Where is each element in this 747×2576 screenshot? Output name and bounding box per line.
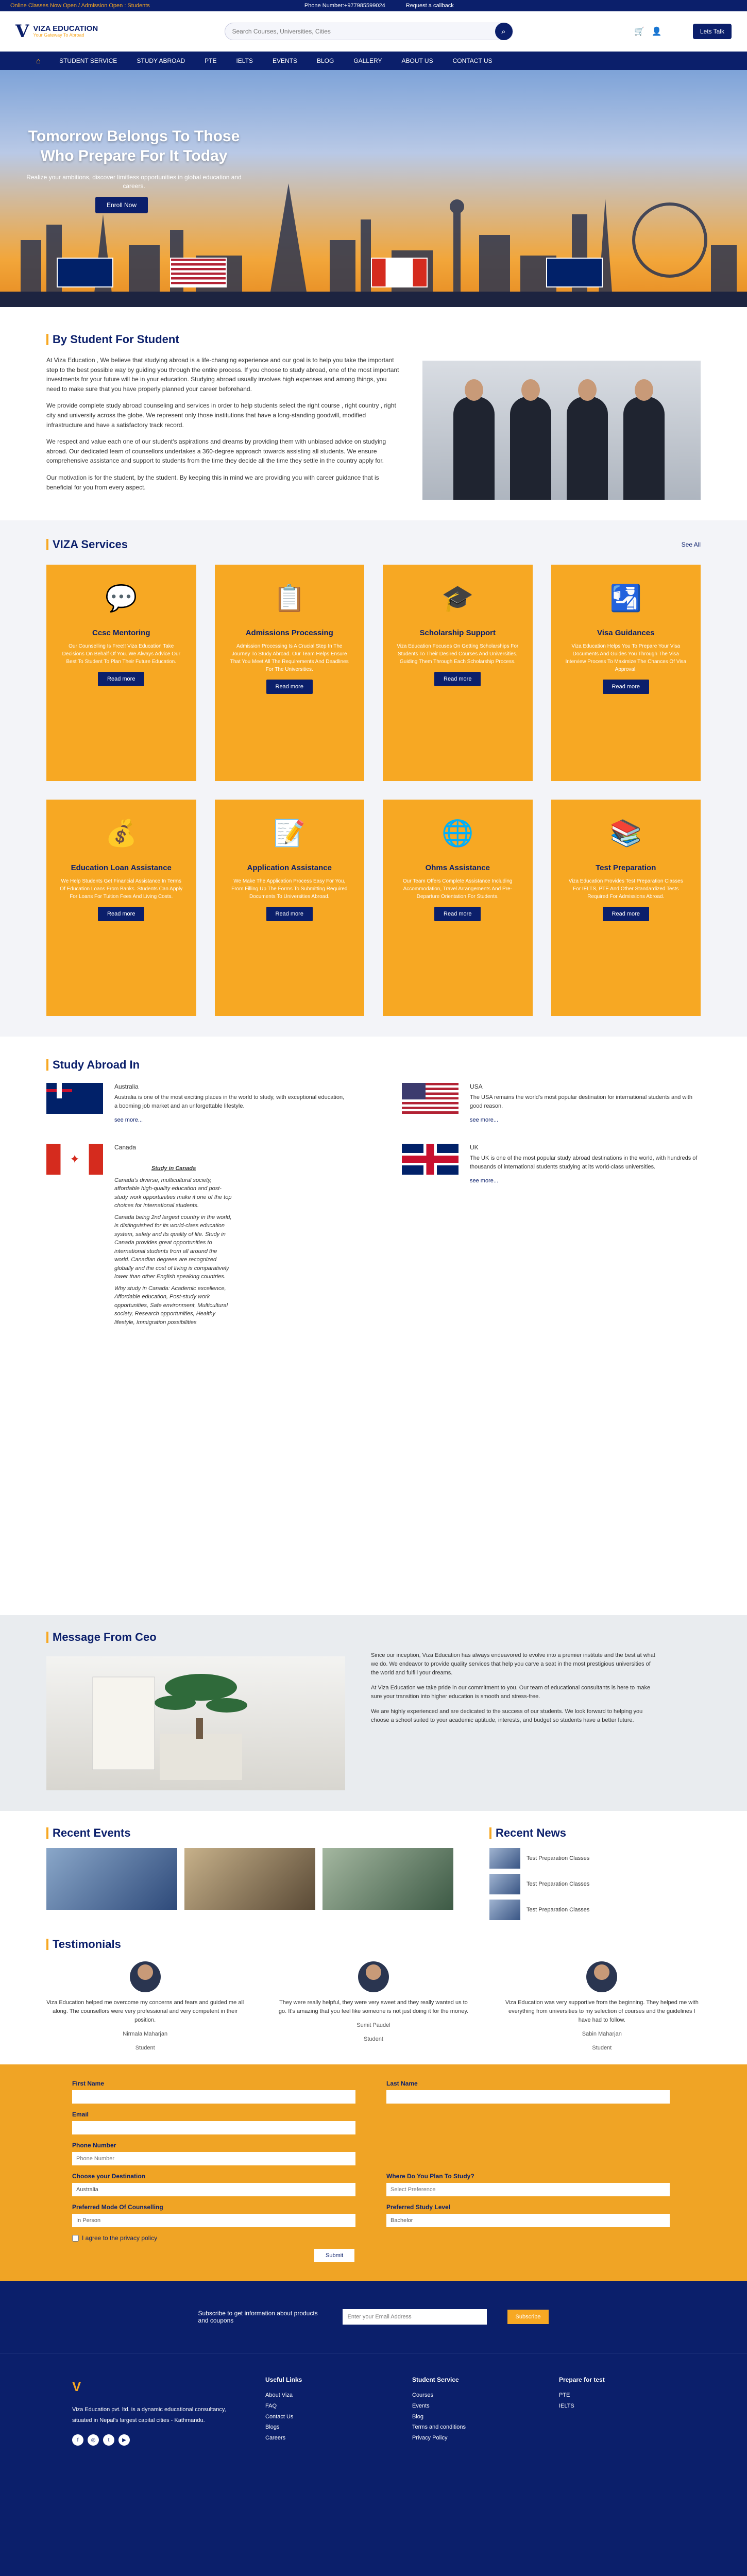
home-icon[interactable]: ⌂	[36, 56, 41, 65]
first-name-label: First Name	[72, 2080, 105, 2087]
plan-select[interactable]	[386, 2183, 670, 2196]
canada-heading: Study in Canada	[151, 1165, 196, 1172]
ceo-section	[0, 1615, 747, 1811]
see-more-link[interactable]: see more...	[114, 1117, 143, 1123]
abroad-title: Study Abroad In	[46, 1058, 701, 1072]
plan-label: Where Do You Plan To Study?	[386, 2173, 474, 2180]
about-text	[46, 331, 402, 500]
nav-student-service[interactable]: STUDENT SERVICE	[59, 57, 117, 64]
about-paragraph: Our motivation is for the student, by the student. By keeping this in mind we are providing you with career guidance that is beneficial for you from every aspect.	[46, 474, 379, 491]
mode-label: Preferred Mode Of Counselling	[72, 2204, 163, 2211]
nav-pte[interactable]: PTE	[205, 57, 217, 64]
footer-link[interactable]: Blog	[412, 2413, 424, 2420]
footer-link[interactable]: Contact Us	[265, 2413, 294, 2420]
avatar	[358, 1961, 389, 1992]
ceo-paragraph: We are highly experienced and are dedicated to the success of our students. We look forward to helping you choose a school suited to your academic aptitude, interests, and budget so students have a better future.	[371, 1708, 643, 1724]
nav-contact-us[interactable]: CONTACT US	[452, 57, 493, 64]
team-photo	[422, 361, 701, 500]
topbar	[0, 0, 747, 11]
country-desc: Australia is one of the most exciting places in the world to study, with exceptional education, a booming job market and an unforgettable lifestyle.	[114, 1094, 345, 1109]
twitter-icon[interactable]: t	[103, 2434, 114, 2446]
service-text: Our Team Offers Complete Assistance Including Accommodation, Travel Arrangements And Pre-Departure Orientation For Students.	[402, 878, 513, 900]
nav-gallery[interactable]: GALLERY	[353, 57, 382, 64]
read-more-button[interactable]: Read more	[434, 672, 481, 686]
service-text: Viza Education Helps You To Prepare Your Visa Documents And Guides You Through The Visa Interview Process To Maximize The Chances Of Visa Approval.	[565, 643, 687, 672]
footer	[0, 2353, 747, 2576]
footer-link[interactable]: Privacy Policy	[412, 2435, 448, 2442]
country-name: UK	[470, 1144, 479, 1151]
news-thumb	[489, 1848, 520, 1869]
ceo-image	[46, 1656, 345, 1790]
mode-select[interactable]	[72, 2214, 355, 2227]
service-title: Ohms Assistance	[425, 863, 490, 872]
service-card	[215, 800, 365, 1016]
header	[0, 11, 747, 52]
read-more-button[interactable]: Read more	[266, 907, 313, 921]
service-title: Application Assistance	[247, 863, 332, 872]
study-abroad-section	[0, 1058, 747, 1327]
avatar	[130, 1961, 161, 1992]
service-title: Admissions Processing	[245, 629, 333, 637]
avatar	[586, 1961, 617, 1992]
services-title: VIZA Services	[46, 538, 128, 551]
admission-icon: 📋	[273, 583, 305, 613]
level-label: Preferred Study Level	[386, 2204, 451, 2211]
email-field[interactable]	[72, 2121, 355, 2134]
level-select[interactable]	[386, 2214, 670, 2227]
hero-banner	[0, 70, 747, 307]
testimonial-card	[275, 1961, 472, 2053]
phone-label: Phone Number	[72, 2142, 116, 2149]
ceo-paragraph: Since our inception, Viza Education has always endeavored to evolve into a premier institute and the best at what we do. We endeavor to provide quality services that help you carve a seat in the most prestigious universities of the world and fulfill your dreams.	[371, 1652, 655, 1676]
search-bar	[225, 23, 513, 40]
event-image[interactable]	[322, 1848, 453, 1910]
news-thumb	[489, 1874, 520, 1894]
news-item[interactable]	[489, 1874, 701, 1894]
footer-link[interactable]: Courses	[412, 2392, 433, 2398]
australia-flag	[57, 258, 113, 287]
assistance-icon: 🌐	[442, 818, 474, 848]
footer-links-title: Useful Links	[265, 2376, 302, 2383]
callback-link[interactable]: Request a callback	[405, 3, 454, 9]
last-name-label: Last Name	[386, 2080, 418, 2087]
loan-icon: 💰	[105, 818, 138, 848]
read-more-button[interactable]: Read more	[266, 680, 313, 694]
youtube-icon[interactable]: ▶	[118, 2434, 130, 2446]
uk-flag	[546, 258, 603, 287]
canada-article	[114, 1164, 233, 1327]
newsletter-section	[0, 2281, 747, 2353]
subscribe-button[interactable]: Subscribe	[507, 2310, 549, 2324]
canada-desc: Canada's diverse, multicultural society, affordable high-quality education and post-study work opportunities make it one of the top choices for international students.	[114, 1177, 232, 1209]
test-prep-icon: 📚	[609, 818, 642, 848]
instagram-icon[interactable]: ◎	[88, 2434, 99, 2446]
hero-cta-button[interactable]: Enroll Now	[95, 197, 148, 213]
testimonial-card	[46, 1961, 244, 2053]
agree-checkbox[interactable]	[72, 2235, 79, 2242]
header-icons	[634, 26, 662, 37]
news-item[interactable]	[489, 1848, 701, 1869]
visa-icon: 🛂	[609, 583, 642, 613]
ceo-title: Message From Ceo	[46, 1631, 701, 1644]
read-more-button[interactable]: Read more	[434, 907, 481, 921]
service-text: We Make The Application Process Easy For You, From Filling Up The Forms To Submitting Required Documents To Universities Abroad.	[231, 878, 348, 900]
news-title: Test Preparation Classes	[527, 1881, 590, 1887]
country-name: Australia	[114, 1083, 139, 1090]
testimonial-role: Student	[135, 2045, 155, 2052]
canada-body: Canada being 2nd largest country in the world, is distinguished for its world-class education system, safety and its quality of life. Study in Canada provides great opportunities to international students from all around the world. Canadian degrees are recognized globally and the cost of living is comparatively lower than other English speaking countries.	[114, 1214, 232, 1280]
country-usa[interactable]	[402, 1083, 701, 1123]
logo[interactable]	[15, 21, 103, 42]
destination-select[interactable]	[72, 2183, 355, 2196]
testimonial-name: Sabin Maharjan	[582, 2031, 622, 2038]
submit-button[interactable]: Submit	[314, 2249, 354, 2262]
enquiry-form	[72, 2080, 670, 2262]
footer-about: Viza Education pvt. ltd. is a dynamic educational consultancy, situated in Nepal's largest capital cities - Kathmandu.	[72, 2406, 226, 2424]
cart-icon[interactable]: 🛒	[634, 27, 644, 36]
destination-label: Choose your Destination	[72, 2173, 146, 2180]
agree-label: I agree to the privacy policy	[82, 2234, 158, 2242]
service-card	[551, 565, 701, 781]
footer-link[interactable]: IELTS	[559, 2402, 574, 2409]
service-title: Test Preparation	[596, 863, 656, 872]
footer-link[interactable]: FAQ	[265, 2402, 277, 2409]
phone-field[interactable]	[72, 2152, 355, 2165]
footer-link[interactable]: Careers	[265, 2435, 286, 2442]
canada-reasons: Why study in Canada: Academic excellence, Affordable education, Post-study work opportunities, Safe environment, Multicultural society, Research opportunities, Healthy lifestyle, Immigration possibilities	[114, 1285, 228, 1326]
event-image[interactable]	[184, 1848, 315, 1910]
enquiry-form-section	[0, 2064, 747, 2281]
footer-link[interactable]: PTE	[559, 2392, 570, 2398]
service-card	[383, 565, 533, 781]
testimonial-role: Student	[592, 2045, 612, 2052]
testimonial-text: Viza Education helped me overcome my concerns and fears and guided me all along. The counsellors were very professional and very competent in their position.	[46, 1999, 244, 2024]
usa-flag	[170, 258, 227, 287]
hero-subtitle: Realize your ambitions, discover limitless opportunities in global education and careers.	[26, 174, 242, 190]
country-uk[interactable]	[402, 1144, 701, 1327]
hero-title: Tomorrow Belongs To Those Who Prepare For It Today	[28, 128, 240, 164]
about-paragraph: We respect and value each one of our student's aspirations and dreams by providing them with unbiased advice on studying abroad. Our dedicated team of counsellors undertakes a 360-degree approach towards assisting all students. We ensure comprehensive assistance and support to students from the time they decide all the time they settle in the country apply for.	[46, 438, 386, 465]
read-more-button[interactable]: Read more	[603, 907, 649, 921]
nav-blog[interactable]: BLOG	[316, 57, 334, 64]
nav-events[interactable]: EVENTS	[272, 57, 297, 64]
footer-prep-title: Prepare for test	[559, 2376, 605, 2383]
service-text: We Help Students Get Financial Assistance In Terms Of Education Loans From Banks. Students Can Apply For Loans For Tuition Fees And Living Costs.	[60, 878, 183, 900]
about-title: By Student For Student	[46, 331, 402, 348]
testimonials-title: Testimonials	[46, 1938, 701, 1951]
usa-flag	[402, 1083, 459, 1114]
nav-study-abroad[interactable]: STUDY ABROAD	[137, 57, 185, 64]
footer-link[interactable]: Events	[412, 2402, 430, 2409]
service-text: Viza Education Focuses On Getting Scholarships For Students To Their Desired Courses And Universities, Guiding Them Through Each Scholarship Process.	[397, 643, 519, 665]
email-label: Email	[72, 2111, 89, 2118]
read-more-button[interactable]: Read more	[603, 680, 649, 694]
see-more-link[interactable]: see more...	[470, 1117, 499, 1123]
event-image[interactable]	[46, 1848, 177, 1910]
service-text: Viza Education Provides Test Preparation Classes For IELTS, PTE And Other Standardized Tests Required For Admissions Abroad.	[568, 878, 683, 900]
footer-link[interactable]: Terms and conditions	[412, 2424, 466, 2431]
service-title: Visa Guidances	[597, 629, 655, 637]
testimonial-role: Student	[364, 2036, 383, 2043]
facebook-icon[interactable]: f	[72, 2434, 83, 2446]
service-title: Ccsc Mentoring	[92, 629, 150, 637]
news-title: Test Preparation Classes	[527, 1855, 590, 1861]
service-title: Scholarship Support	[419, 629, 496, 637]
newsletter-text: Subscribe to get information about products and coupons	[198, 2310, 318, 2324]
user-icon[interactable]: 👤	[651, 27, 662, 36]
nav-ielts[interactable]: IELTS	[236, 57, 253, 64]
read-more-button[interactable]: Read more	[98, 907, 144, 921]
services-section	[0, 520, 747, 1037]
ceo-paragraph: At Viza Education we take pride in our commitment to you. Our team of educational consultants is here to make sure your transition into higher education is smooth and stress-free.	[371, 1685, 651, 1700]
service-card	[383, 800, 533, 1016]
scholarship-icon: 🎓	[442, 583, 474, 613]
spacer	[0, 1327, 747, 1595]
news-title: Test Preparation Classes	[527, 1907, 590, 1913]
footer-link[interactable]: Blogs	[265, 2424, 280, 2431]
service-text: Our Counselling Is Free!! Viza Education Take Decisions On Behalf Of You. We Always Advice Our Best To Student To Plan Their Future Education.	[62, 643, 180, 665]
uk-flag	[402, 1144, 459, 1175]
testimonial-name: Sumit Paudel	[356, 2022, 391, 2029]
logo-text: VIZA EDUCATION Your Gateway To Abroad	[33, 24, 98, 38]
service-title: Education Loan Assistance	[71, 863, 172, 872]
ceo-message	[371, 1651, 659, 1731]
see-more-link[interactable]: see more...	[470, 1178, 499, 1184]
about-paragraph: At Viza Education , We believe that studying abroad is a life-changing experience and our goal is to help you take the important step to the best possible way by guiding you through the entire process. If you choose to study abroad, one of the most important investments for your future will be in your education. Studying abroad usually involves high expenses and among things, you need to make sure that you have properly planned your career beforehand.	[46, 357, 399, 393]
country-australia[interactable]	[46, 1083, 345, 1123]
news-title: Recent News	[489, 1826, 701, 1840]
country-canada[interactable]	[46, 1144, 345, 1327]
service-card	[46, 800, 196, 1016]
testimonial-name: Nirmala Maharjan	[123, 2031, 168, 2038]
search-icon[interactable]: ⌕	[495, 23, 513, 40]
events-title: Recent Events	[46, 1826, 469, 1840]
nav-about-us[interactable]: ABOUT US	[401, 57, 433, 64]
australia-flag	[46, 1083, 103, 1114]
service-card	[46, 565, 196, 781]
topbar-phone[interactable]: Phone Number:+977985599024	[304, 3, 385, 9]
service-card	[215, 565, 365, 781]
canada-flag: ✦	[46, 1144, 103, 1175]
testimonial-card	[503, 1961, 701, 2053]
footer-service-title: Student Service	[412, 2376, 459, 2383]
news-item[interactable]	[489, 1900, 701, 1920]
lets-talk-button[interactable]: Lets Talk	[693, 24, 732, 39]
canada-flag	[371, 258, 428, 287]
first-name-field[interactable]	[72, 2090, 355, 2104]
about-section	[0, 331, 747, 500]
country-desc: The USA remains the world's most popular destination for international students and with good reason.	[470, 1094, 692, 1109]
country-desc: The UK is one of the most popular study abroad destinations in the world, with hundreds of thousands of international students studying at its world-class universities.	[470, 1155, 698, 1170]
main-nav	[0, 52, 747, 70]
read-more-button[interactable]: Read more	[98, 672, 144, 686]
testimonial-text: They were really helpful, they were very sweet and they really wanted us to go. It's amazing that you feel like someone is not just doing it for the money.	[278, 1999, 469, 2015]
counseling-icon: 💬	[105, 583, 138, 613]
footer-logo: V	[72, 2379, 81, 2394]
logo-mark: V	[15, 21, 29, 42]
application-icon: 📝	[273, 818, 305, 848]
footer-link[interactable]: About Viza	[265, 2392, 293, 2398]
country-name: USA	[470, 1083, 483, 1090]
service-text: Admission Processing Is A Crucial Step In The Journey To Study Abroad. Our Team Helps Ensure That You Meet All The Requirements And Deadlines For The Universities.	[230, 643, 349, 672]
events-news-section	[0, 1811, 747, 1925]
search-input[interactable]	[232, 28, 495, 35]
service-card	[551, 800, 701, 1016]
see-all-link[interactable]: See All	[681, 541, 701, 548]
news-thumb	[489, 1900, 520, 1920]
newsletter-email-input[interactable]	[343, 2309, 487, 2325]
country-name: Canada	[114, 1144, 137, 1151]
about-paragraph: We provide complete study abroad counseling and services in order to help students select the right course , right country , right city and university across the globe. We represent only those institutions that have a long-standing goodwill, modified infrastructure and have a satisfactory track record.	[46, 402, 396, 429]
testimonial-text: Viza Education was very supportive from the beginning. They helped me with everything from universities to my selection of courses and the guidelines I have had to follow.	[505, 1999, 699, 2024]
last-name-field[interactable]	[386, 2090, 670, 2104]
testimonials-section	[0, 1925, 747, 2064]
topbar-marquee: Online Classes Now Open / Admission Open : Students	[10, 3, 150, 9]
